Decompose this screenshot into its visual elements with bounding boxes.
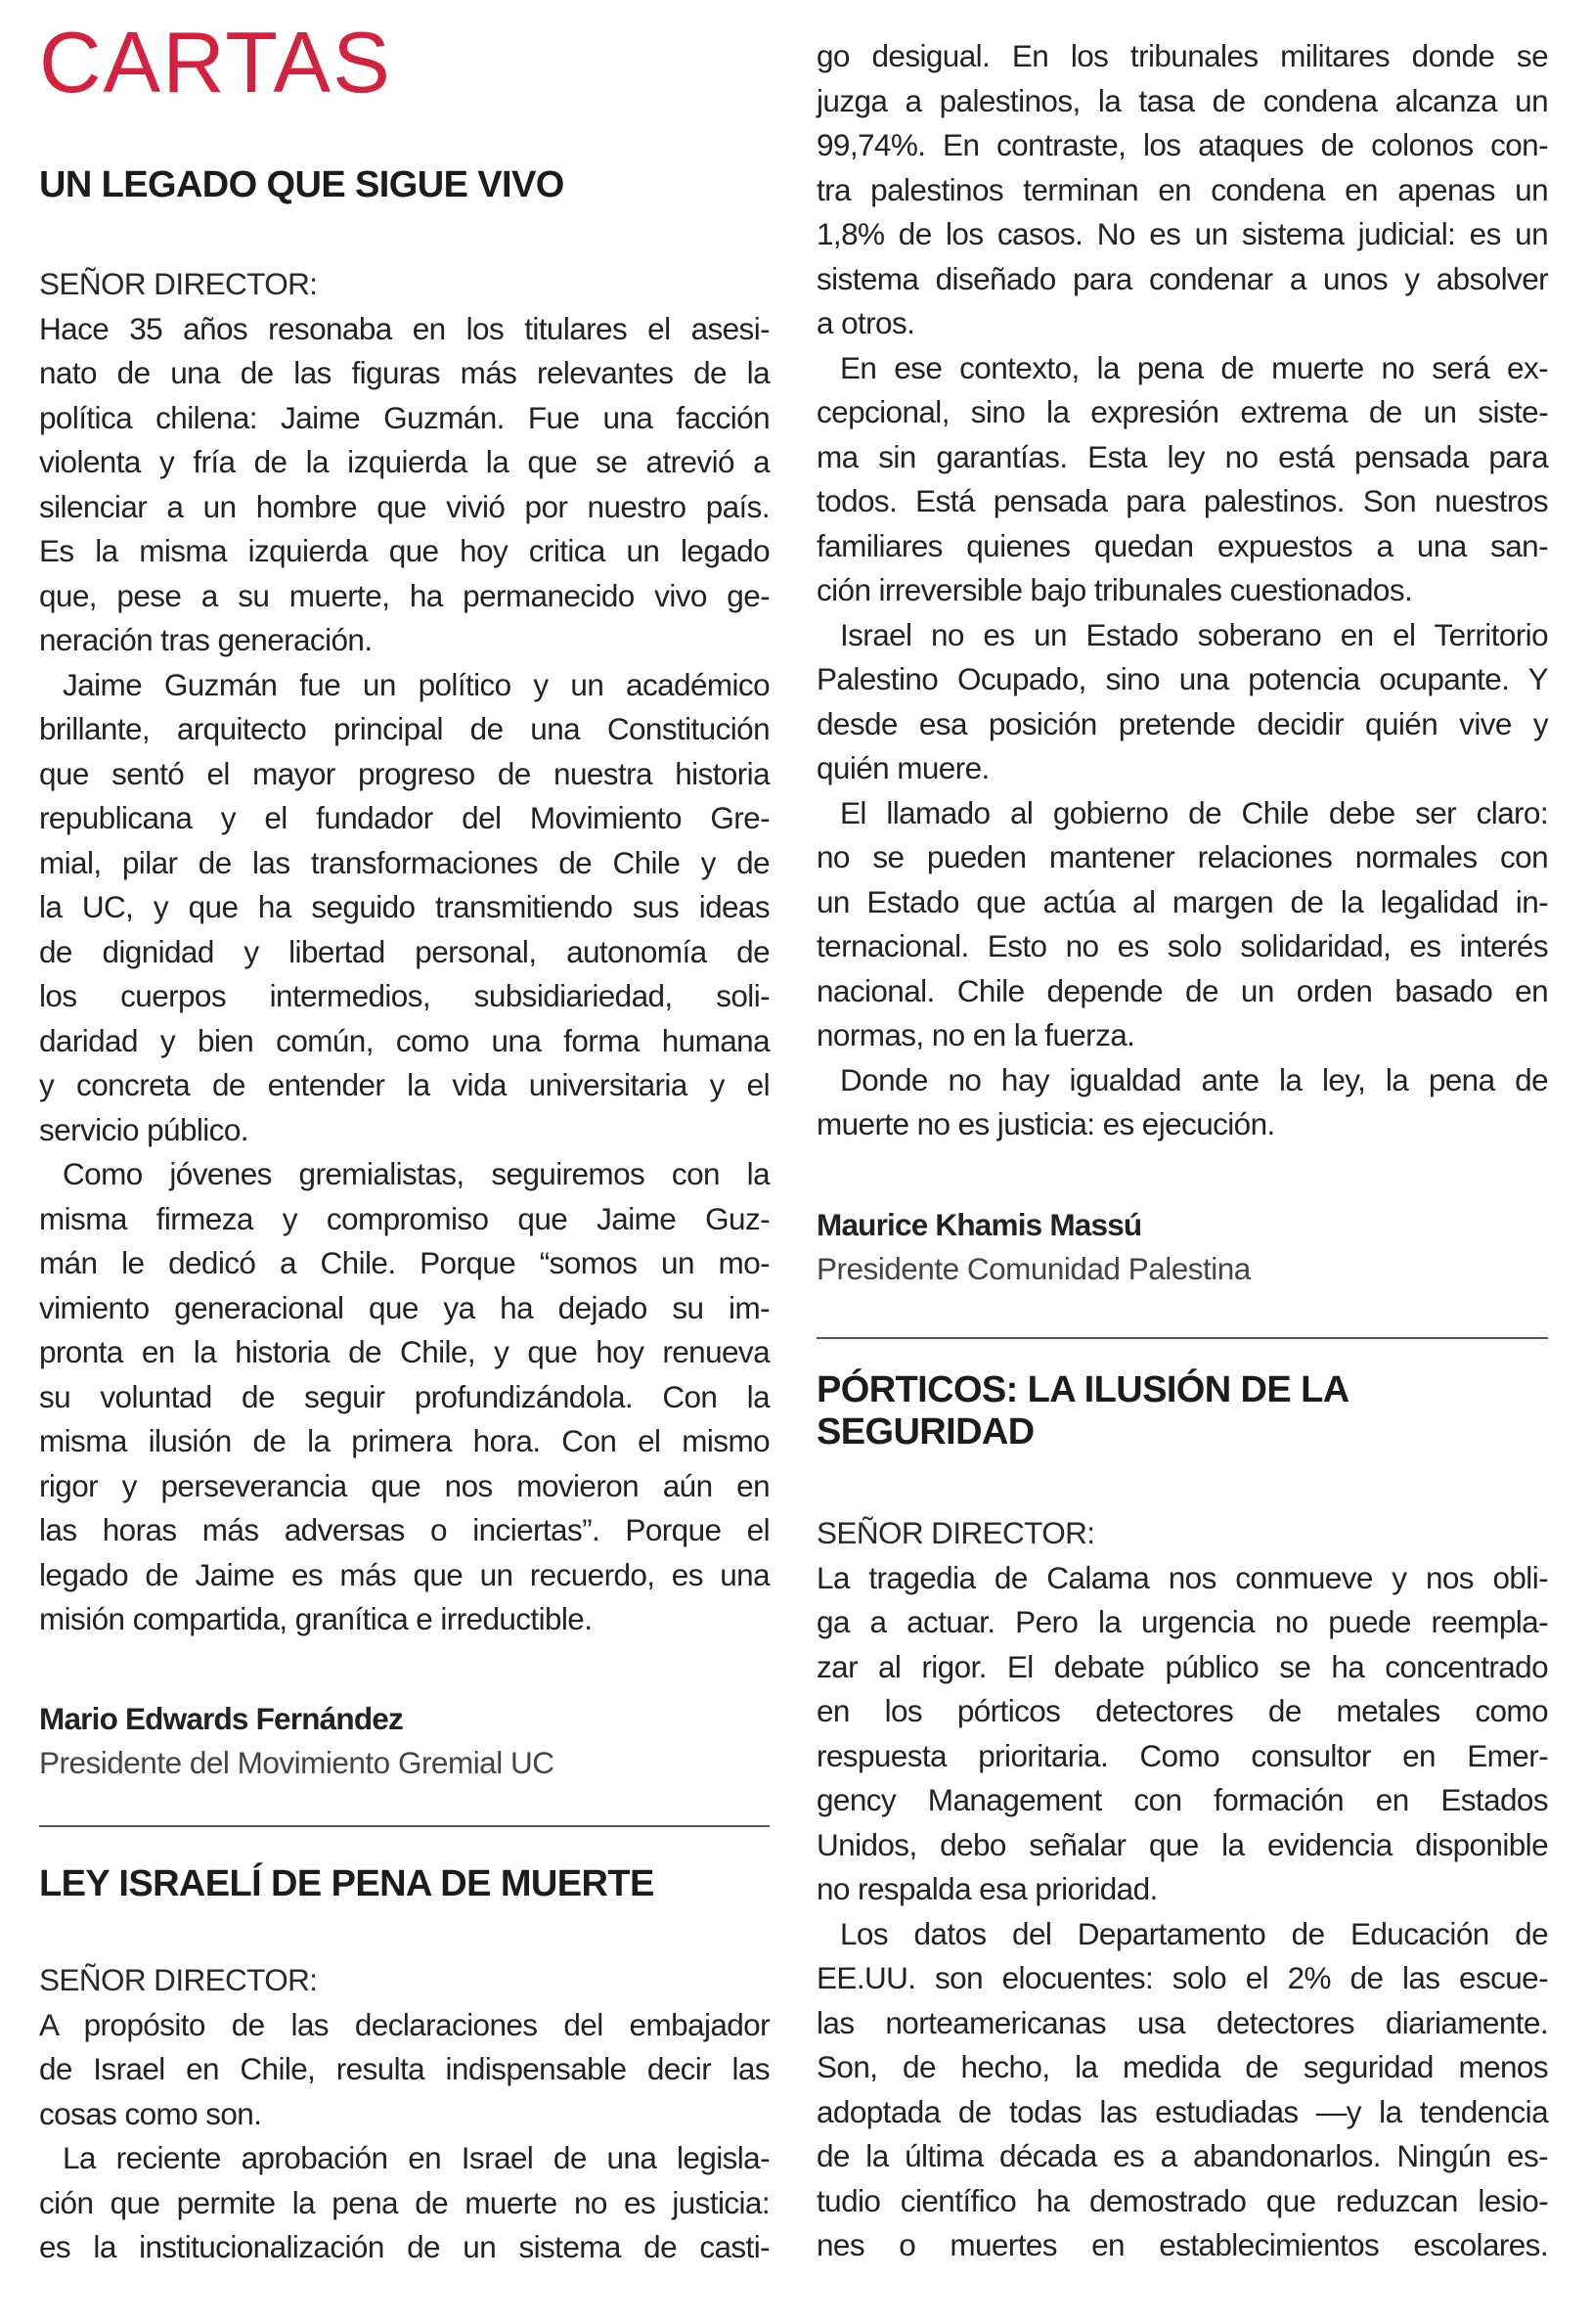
paragraph bbox=[39, 663, 770, 1153]
text-line: las norteamericanas usa detectores diariamente. bbox=[817, 2004, 1548, 2040]
text-line: quién muere. bbox=[817, 750, 990, 785]
paragraph bbox=[817, 613, 1548, 791]
text-line: nato de una de las figuras más relevantes de la bbox=[39, 355, 770, 390]
text-line: servicio público. bbox=[39, 1111, 248, 1147]
letter-3-salutation: SEÑOR DIRECTOR: bbox=[817, 1515, 1095, 1550]
text-line: Los datos del Departamento de Educación de bbox=[840, 1915, 1548, 1951]
text-line: la UC, y que ha seguido transmitiendo sus ideas bbox=[39, 889, 770, 924]
text-line: adoptada de todas las estudiadas —y la tendencia bbox=[817, 2093, 1548, 2129]
letter-3-headline bbox=[817, 1369, 1548, 1453]
text-line: violenta y fría de la izquierda la que se atrevió a bbox=[39, 444, 770, 479]
text-line: su voluntad de seguir profundizándola. Con la bbox=[39, 1378, 770, 1414]
text-line: cosas como son. bbox=[39, 2095, 262, 2131]
text-line: silenciar a un hombre que vivió por nuestro país. bbox=[39, 488, 770, 524]
text-line: de dignidad y libertad personal, autonomía de bbox=[39, 933, 770, 969]
text-line: es la institucionalización de un sistema de casti- bbox=[39, 2229, 770, 2264]
text-line: política chilena: Jaime Guzmán. Fue una facción bbox=[39, 399, 770, 435]
text-line: misión compartida, granítica e irreductible. bbox=[39, 1601, 593, 1636]
section-title: CARTAS bbox=[39, 14, 392, 111]
text-line: nacional. Chile depende de un orden basado en bbox=[817, 972, 1548, 1008]
paragraph bbox=[39, 2136, 770, 2270]
text-line: tra palestinos terminan en condena en apenas un bbox=[817, 171, 1548, 207]
text-line: respuesta prioritaria. Como consultor en Emer- bbox=[817, 1737, 1548, 1773]
text-line: no respalda esa prioridad. bbox=[817, 1871, 1158, 1906]
paragraph bbox=[817, 791, 1548, 1058]
text-line: familiares quienes quedan expuestos a una san- bbox=[817, 527, 1548, 563]
letter-2-author: Maurice Khamis Massú bbox=[817, 1207, 1142, 1242]
letter-2-role: Presidente Comunidad Palestina bbox=[817, 1251, 1251, 1286]
text-line: nes o muertes en establecimientos escolares. bbox=[817, 2227, 1548, 2262]
text-line: La reciente aprobación en Israel de una legisla- bbox=[63, 2140, 770, 2175]
text-line: no se pueden mantener relaciones normales con bbox=[817, 839, 1548, 874]
text-line: A propósito de las declaraciones del embajador bbox=[39, 2006, 770, 2042]
text-line: pronta en la historia de Chile, y que hoy renueva bbox=[39, 1334, 770, 1369]
text-line: Palestino Ocupado, sino una potencia ocupante. Y bbox=[817, 661, 1548, 696]
letter-2-headline: LEY ISRAELÍ DE PENA DE MUERTE bbox=[39, 1863, 654, 1904]
paragraph bbox=[39, 1152, 770, 1642]
text-line: los cuerpos intermedios, subsidiariedad, soli- bbox=[39, 978, 770, 1013]
text-line: 1,8% de los casos. No es un sistema judicial: es un bbox=[817, 216, 1548, 251]
text-line: ma sin garantías. Esta ley no está pensada para bbox=[817, 438, 1548, 474]
paragraph bbox=[817, 346, 1548, 613]
letter-2-body-part-2 bbox=[817, 34, 1548, 1147]
text-line: y concreta de entender la vida universitaria y el bbox=[39, 1067, 770, 1102]
text-line: brillante, arquitecto principal de una Constitución bbox=[39, 711, 770, 746]
letter-2-salutation: SEÑOR DIRECTOR: bbox=[39, 1962, 318, 1997]
text-line: a otros. bbox=[817, 305, 915, 340]
text-line: Unidos, debo señalar que la evidencia disponible bbox=[817, 1826, 1548, 1862]
paragraph bbox=[817, 1058, 1548, 1147]
text-line: misma ilusión de la primera hora. Con el mismo bbox=[39, 1423, 770, 1458]
text-line: Donde no hay igualdad ante la ley, la pena de bbox=[840, 1061, 1548, 1097]
divider bbox=[817, 1337, 1548, 1339]
text-line: todos. Está pensada para palestinos. Son nuestros bbox=[817, 483, 1548, 518]
paragraph bbox=[39, 307, 770, 663]
paragraph bbox=[817, 1912, 1548, 2268]
letter-1-salutation: SEÑOR DIRECTOR: bbox=[39, 266, 318, 301]
text-line: ternacional. Esto no es solo solidaridad, es interés bbox=[817, 928, 1548, 963]
text-line: vimiento generacional que ya ha dejado su im- bbox=[39, 1289, 770, 1325]
letter-1-headline: UN LEGADO QUE SIGUE VIVO bbox=[39, 164, 564, 205]
text-line: Israel no es un Estado soberano en el Territorio bbox=[840, 616, 1548, 652]
text-line: neración tras generación. bbox=[39, 622, 373, 657]
text-line: La tragedia de Calama nos conmueve y nos obli- bbox=[817, 1559, 1548, 1595]
letter-3-body bbox=[817, 1511, 1548, 2268]
text-line: que, pese a su muerte, ha permanecido vivo ge- bbox=[39, 577, 770, 613]
text-line: ción que permite la pena de muerte no es justicia: bbox=[39, 2184, 770, 2220]
text-line: misma firmeza y compromiso que Jaime Guz- bbox=[39, 1200, 770, 1236]
divider bbox=[39, 1825, 770, 1827]
text-line: de la última década es a abandonarlos. Ningún es- bbox=[817, 2138, 1548, 2173]
letter-3-headline-line: PÓRTICOS: LA ILUSIÓN DE LA bbox=[817, 1369, 1349, 1410]
text-line: Como jóvenes gremialistas, seguiremos con la bbox=[63, 1156, 770, 1191]
text-line: En ese contexto, la pena de muerte no será ex- bbox=[840, 349, 1548, 385]
text-line: que sentó el mayor progreso de nuestra historia bbox=[39, 755, 770, 791]
text-line: de Israel en Chile, resulta indispensable decir las bbox=[39, 2051, 770, 2086]
text-line: zar al rigor. El debate público se ha concentrado bbox=[817, 1648, 1548, 1684]
text-line: 99,74%. En contraste, los ataques de colonos con- bbox=[817, 127, 1548, 162]
text-line: Son, de hecho, la medida de seguridad menos bbox=[817, 2049, 1548, 2084]
text-line: legado de Jaime es más que un recuerdo, es una bbox=[39, 1556, 770, 1592]
text-line: un Estado que actúa al margen de la legalidad in- bbox=[817, 883, 1548, 919]
text-line: desde esa posición pretende decidir quién vive y bbox=[817, 705, 1548, 741]
letter-1-body bbox=[39, 262, 770, 1642]
letter-1-author: Mario Edwards Fernández bbox=[39, 1701, 403, 1736]
letter-3-headline-line: SEGURIDAD bbox=[817, 1411, 1035, 1452]
text-line: sistema diseñado para condenar a unos y absolver bbox=[817, 260, 1548, 296]
text-line: cepcional, sino la expresión extrema de un siste- bbox=[817, 394, 1548, 429]
text-line: Es la misma izquierda que hoy critica un legado bbox=[39, 533, 770, 568]
text-line: ción irreversible bajo tribunales cuestionados. bbox=[817, 572, 1413, 607]
text-line: tudio científico ha demostrado que reduzcan lesio- bbox=[817, 2182, 1548, 2218]
letter-2-body-part-1 bbox=[39, 1958, 770, 2270]
text-line: EE.UU. son elocuentes: solo el 2% de las escue- bbox=[817, 1960, 1548, 1995]
text-line: rigor y perseverancia que nos movieron aún en bbox=[39, 1467, 770, 1503]
paragraph bbox=[817, 34, 1548, 346]
text-line: mial, pilar de las transformaciones de Chile y de bbox=[39, 844, 770, 880]
paragraph bbox=[817, 1556, 1548, 1912]
letter-1-role: Presidente del Movimiento Gremial UC bbox=[39, 1745, 554, 1780]
text-line: Jaime Guzmán fue un político y un académico bbox=[63, 666, 770, 702]
text-line: ga a actuar. Pero la urgencia no puede reempla- bbox=[817, 1604, 1548, 1639]
text-line: republicana y el fundador del Movimiento Gre- bbox=[39, 800, 770, 835]
text-line: juzga a palestinos, la tasa de condena alcanza un bbox=[817, 82, 1548, 118]
text-line: normas, no en la fuerza. bbox=[817, 1017, 1135, 1052]
paragraph bbox=[39, 2003, 770, 2137]
text-line: El llamado al gobierno de Chile debe ser claro: bbox=[840, 794, 1548, 830]
text-line: go desigual. En los tribunales militares donde se bbox=[817, 38, 1548, 73]
text-line: Hace 35 años resonaba en los titulares el asesi- bbox=[39, 310, 770, 346]
text-line: gency Management con formación en Estados bbox=[817, 1782, 1548, 1817]
text-line: daridad y bien común, como una forma humana bbox=[39, 1022, 770, 1058]
text-line: mán le dedicó a Chile. Porque “somos un mo- bbox=[39, 1245, 770, 1280]
text-line: las horas más adversas o inciertas”. Porque el bbox=[39, 1512, 770, 1547]
text-line: en los pórticos detectores de metales como bbox=[817, 1693, 1548, 1728]
text-line: muerte no es justicia: es ejecución. bbox=[817, 1106, 1275, 1141]
